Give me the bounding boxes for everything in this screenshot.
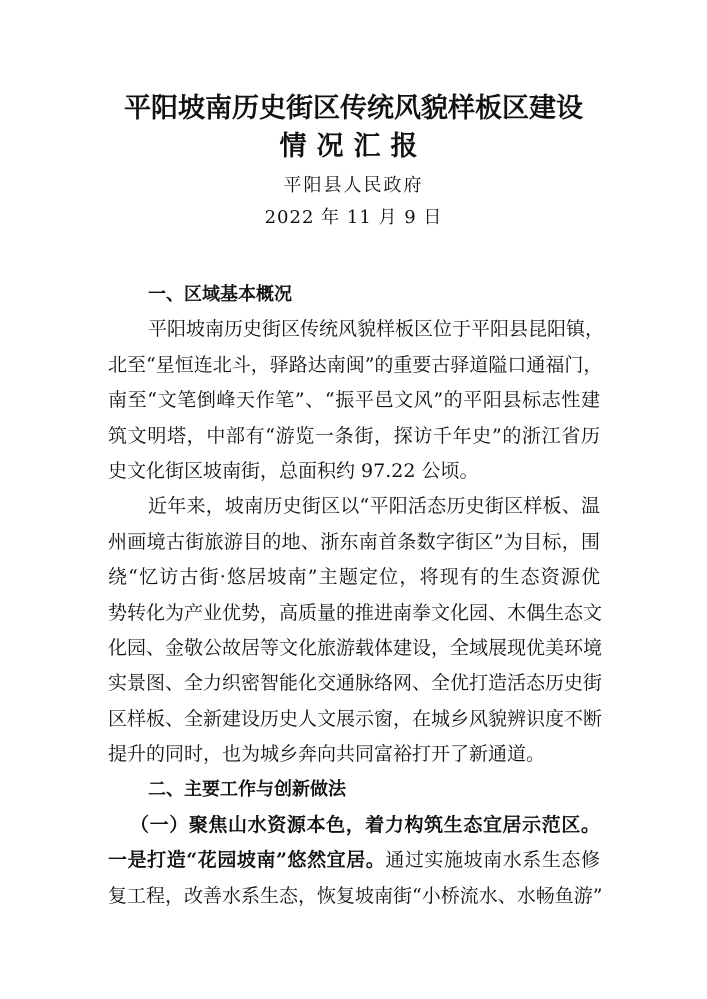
document-title-line1: 平阳坡南历史街区传统风貌样板区建设 — [124, 93, 583, 124]
paragraph-2 — [108, 489, 603, 772]
paragraph-line: 北至“星恒连北斗，驿路达南闽”的重要古驿道隘口通福门， — [108, 353, 603, 376]
paragraph-line: 复工程，改善水系生态，恢复坡南街“小桥流水、水畅鱼游” — [108, 884, 603, 907]
subsection-heading-1: （一）聚焦山水资源本色，着力构筑生态宜居示范区。 — [130, 813, 600, 836]
paragraph-line: 平阳坡南历史街区传统风貌样板区位于平阳县昆阳镇， — [148, 318, 605, 341]
paragraph-line: 绕“忆访古街·悠居坡南”主题定位，将现有的生态资源优 — [108, 566, 600, 589]
paragraph-line: 化园、金敬公故居等文化旅游载体建设，全域展现优美环境 — [108, 636, 603, 659]
document-date: 2022 年 11 月 9 日 — [264, 207, 443, 228]
paragraph-line: 提升的同时，也为城乡奔向共同富裕打开了新通道。 — [108, 743, 546, 766]
paragraph-line: 筑文明塔，中部有“游览一条街，探访千年史”的浙江省历 — [108, 424, 600, 447]
paragraph-lead-bold: 一是打造“花园坡南”悠然宜居。 — [108, 849, 386, 872]
document-title-line2: 情况汇报 — [279, 131, 428, 162]
paragraph-line: 势转化为产业优势，高质量的推进南拳文化园、木偶生态文 — [108, 601, 603, 624]
section-heading-1: 一、区域基本概况 — [148, 284, 292, 305]
paragraph-lead-rest: 通过实施坡南水系生态修 — [385, 849, 600, 872]
paragraph-line — [108, 843, 600, 878]
paragraph-line: 实景图、全力织密智能化交通脉络网、全优打造活态历史街 — [108, 672, 603, 695]
paragraph-1 — [108, 312, 605, 489]
paragraph-line: 南至“文笔倒峰天作笔”、“振平邑文风”的平阳县标志性建 — [108, 389, 600, 412]
paragraph-line: 史文化街区坡南街，总面积约 97.22 公顷。 — [108, 459, 479, 482]
document-body — [108, 277, 605, 914]
paragraph-line: 区样板、全新建设历史人文展示窗，在城乡风貌辨识度不断 — [108, 707, 603, 730]
paragraph-line: 州画境古街旅游目的地、浙东南首条数字街区”为目标，围 — [108, 530, 600, 553]
section-heading-2: 二、主要工作与创新做法 — [148, 779, 346, 801]
document-author: 平阳县人民政府 — [283, 175, 424, 196]
paragraph-line: 近年来，坡南历史街区以“平阳活态历史街区样板、温 — [148, 495, 600, 518]
